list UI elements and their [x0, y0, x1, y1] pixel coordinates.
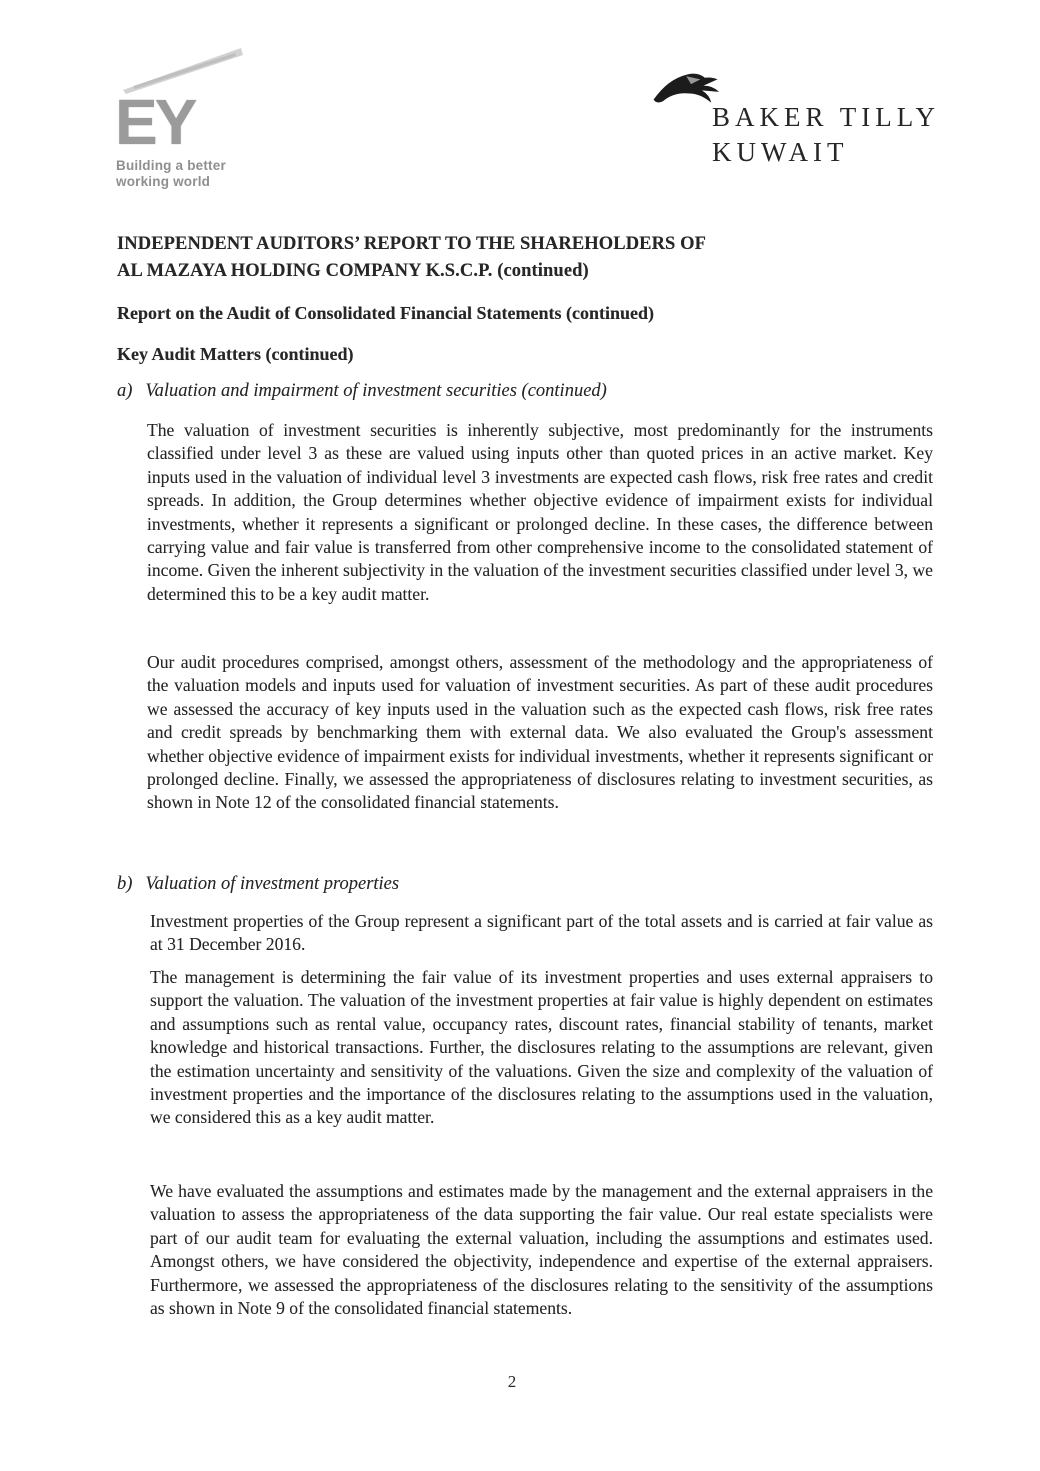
baker-tilly-name: [712, 100, 940, 170]
subsection-heading: Key Audit Matters (continued): [117, 344, 354, 364]
page-number: 2: [507, 1372, 517, 1391]
item-a-paragraph-2: Our audit procedures comprised, amongst others, assessment of the methodology and the appropriateness of the valuation models and inputs used for valuation of investment securities. As part of these audit procedures we assessed the accuracy of key inputs used in the valuation such as the expected cash flows, risk free rates and credit spreads by benchmarking them with external data. We also evaluated the Group's assessment whether objective evidence of impairment exists for individual investments, whether it represents significant or prolonged decline. Finally, we assessed the appropriateness of disclosures relating to investment securities, as shown in Note 12 of the consolidated financial statements.: [147, 652, 933, 813]
item-a-marker: a): [117, 381, 133, 401]
item-b-paragraph-3: We have evaluated the assumptions and estimates made by the management and the external appraisers in the valuation to assess the appropriateness of the data supporting the fair value. Our real estate specialists were part of our audit team for evaluating the external valuation, including the assumptions and estimates used. Amongst others, we have considered the objectivity, independence and expertise of the external appraisers. Furthermore, we assessed the appropriateness of the disclosures relating to the sensitivity of the assumptions as shown in Note 9 of the consolidated financial statements.: [150, 1181, 933, 1319]
report-title-line1: INDEPENDENT AUDITORS’ REPORT TO THE SHAREHOLDERS OF: [117, 234, 707, 254]
item-b-paragraph-2: The management is determining the fair value of its investment properties and uses external appraisers to support the valuation. The valuation of the investment properties at fair value is highly dependent on estimates and assumptions such as rental value, occupancy rates, discount rates, financial stability of tenants, market knowledge and historical transactions. Further, the disclosures relating to the assumptions are relevant, given the estimation uncertainty and sensitivity of the valuations. Given the size and complexity of the valuation of investment properties and the importance of the disclosures relating to the assumptions used in the valuation, we considered this as a key audit matter.: [150, 967, 933, 1128]
section-heading: Report on the Audit of Consolidated Financial Statements (continued): [117, 303, 655, 323]
baker-tilly-name-line2: KUWAIT: [712, 137, 849, 167]
item-a-heading: [117, 381, 607, 402]
report-title-line2: AL MAZAYA HOLDING COMPANY K.S.C.P. (continued): [117, 261, 589, 281]
item-a-paragraph-1: The valuation of investment securities is inherently subjective, most predominantly for the instruments classified under level 3 as these are valued using inputs other than quoted prices in an active market. Key inputs used in the valuation of individual level 3 investments are expected cash flows, risk free rates and credit spreads. In addition, the Group determines whether objective evidence of impairment exists for individual investments, whether it represents a significant or prolonged decline. In these cases, the difference between carrying value and fair value is transferred from other comprehensive income to the consolidated statement of income. Given the inherent subjectivity in the valuation of the investment securities classified under level 3, we determined this to be a key audit matter.: [147, 420, 933, 604]
item-b-heading: [117, 874, 399, 895]
ey-tagline-line2: working world: [116, 174, 211, 189]
baker-tilly-name-line1: BAKER TILLY: [712, 102, 941, 132]
ey-tagline-line1: Building a better: [116, 158, 226, 173]
item-b-marker: b): [117, 874, 133, 894]
ey-tagline: [116, 158, 226, 190]
item-a-title: Valuation and impairment of investment securities (continued): [145, 381, 607, 401]
item-b-paragraph-1: Investment properties of the Group represent a significant part of the total assets and is carried at fair value as at 31 December 2016.: [150, 911, 933, 955]
item-b-title: Valuation of investment properties: [145, 874, 400, 894]
ey-logo-text: EY: [115, 86, 195, 158]
